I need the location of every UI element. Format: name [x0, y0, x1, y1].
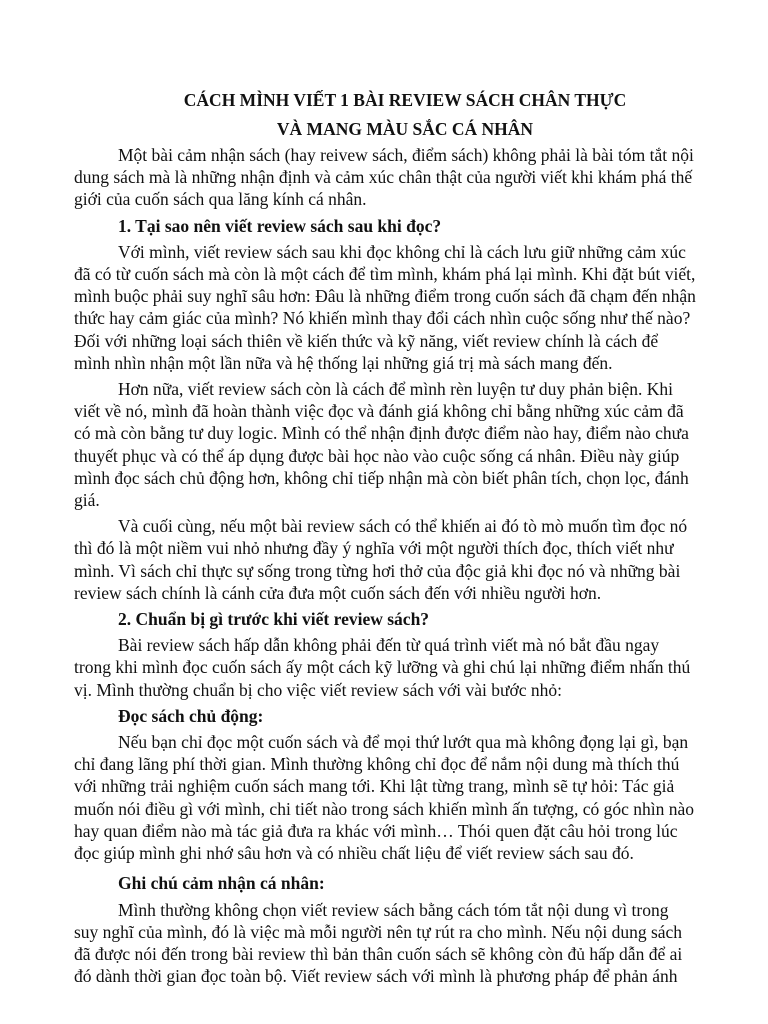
section-1-paragraph-1: Với mình, viết review sách sau khi đọc không chỉ là cách lưu giữ những cảm xúc đã có từ cuốn sách mà còn là một cách để tìm mình, khám phá lại mình. Khi đặt bút viết, mình buộc phải suy nghĩ sâu hơn: Đâu là những điểm trong cuốn sách đã chạm đến nhận thức hay cảm giác của mình? Nó khiến mình thay đổi cách nhìn cuộc sống như thế nào? Đối với những loại sách thiên về kiến thức và kỹ năng, viết review chính là cách để mình nhìn nhận một lần nữa và hệ thống lại những giá trị mà sách mang đến.	[74, 241, 696, 373]
subsection-personal-notes-heading: Ghi chú cảm nhận cá nhân:	[118, 873, 325, 894]
subsection-active-reading-heading: Đọc sách chủ động:	[118, 705, 264, 726]
section-1-paragraph-3: Và cuối cùng, nếu một bài review sách có thể khiến ai đó tò mò muốn tìm đọc nó thì đó là một niềm vui nhỏ nhưng đầy ý nghĩa với một người thích đọc, thích viết như mình. Vì sách chỉ thực sự sống trong từng hơi thở của độc giả khi đọc nó và những bài review sách chính là cánh cửa đưa một cuốn sách đến với nhiều người hơn.	[74, 516, 688, 603]
section-1-paragraph-2: Hơn nữa, viết review sách còn là cách để mình rèn luyện tư duy phản biện. Khi viết về nó, mình đã hoàn thành việc đọc và đánh giá không chỉ bằng những xúc cảm đã có mà còn bằng tư duy logic. Mình có thể nhận định được điểm nào hay, điểm nào chưa thuyết phục và có thể áp dụng được bài học nào vào cuộc sống cá nhân. Điều này giúp mình đọc sách chủ động hơn, không chỉ tiếp nhận mà còn biết phân tích, chọn lọc, đánh giá.	[74, 379, 689, 511]
title-line-1: CÁCH MÌNH VIẾT 1 BÀI REVIEW SÁCH CHÂN THỰC	[183, 90, 627, 110]
title-line-2: VÀ MANG MÀU SẮC CÁ NHÂN	[276, 119, 534, 139]
section-1-heading: 1. Tại sao nên viết review sách sau khi đọc?	[118, 215, 442, 236]
section-2-heading: 2. Chuẩn bị gì trước khi viết review sách?	[118, 609, 430, 630]
subsection-personal-notes-paragraph: Mình thường không chọn viết review sách bằng cách tóm tắt nội dung vì trong suy nghĩ của mình, đó là việc mà mỗi người nên tự rút ra cho mình. Nếu nội dung sách đã được nói đến trong bài review thì bản thân cuốn sách sẽ không còn đủ hấp dẫn để ai đó dành thời gian đọc toàn bộ. Viết review sách với mình là phương pháp để phản ánh	[74, 899, 683, 987]
intro-paragraph: Một bài cảm nhận sách (hay reivew sách, điểm sách) không phải là bài tóm tắt nội dung sách mà là những nhận định và cảm xúc chân thật của người viết khi khám phá thế giới của cuốn sách qua lăng kính cá nhân.	[74, 145, 694, 210]
document-title	[74, 86, 696, 144]
subsection-active-reading-paragraph: Nếu bạn chỉ đọc một cuốn sách và để mọi thứ lướt qua mà không đọng lại gì, bạn chỉ đang lãng phí thời gian. Mình thường không chỉ đọc để nắm nội dung mà thích thú với những trải nghiệm cuốn sách mang tới. Khi lật từng trang, mình sẽ tự hỏi: Tác giả muốn nói điều gì với mình, chi tiết nào trong sách khiến mình ấn tượng, có góc nhìn nào hay quan điểm nào mà tác giả đưa ra khác với mình… Thói quen đặt câu hỏi trong lúc đọc giúp mình ghi nhớ sâu hơn và có nhiều chất liệu để viết review sách sau đó.	[74, 732, 694, 864]
document-body	[74, 144, 696, 987]
section-2-paragraph-1: Bài review sách hấp dẫn không phải đến từ quá trình viết mà nó bắt đầu ngay trong khi mình đọc cuốn sách ấy một cách kỹ lưỡng và ghi chú lại những điểm nhấn thú vị. Mình thường chuẩn bị cho việc viết review sách với vài bước nhỏ:	[74, 635, 691, 700]
